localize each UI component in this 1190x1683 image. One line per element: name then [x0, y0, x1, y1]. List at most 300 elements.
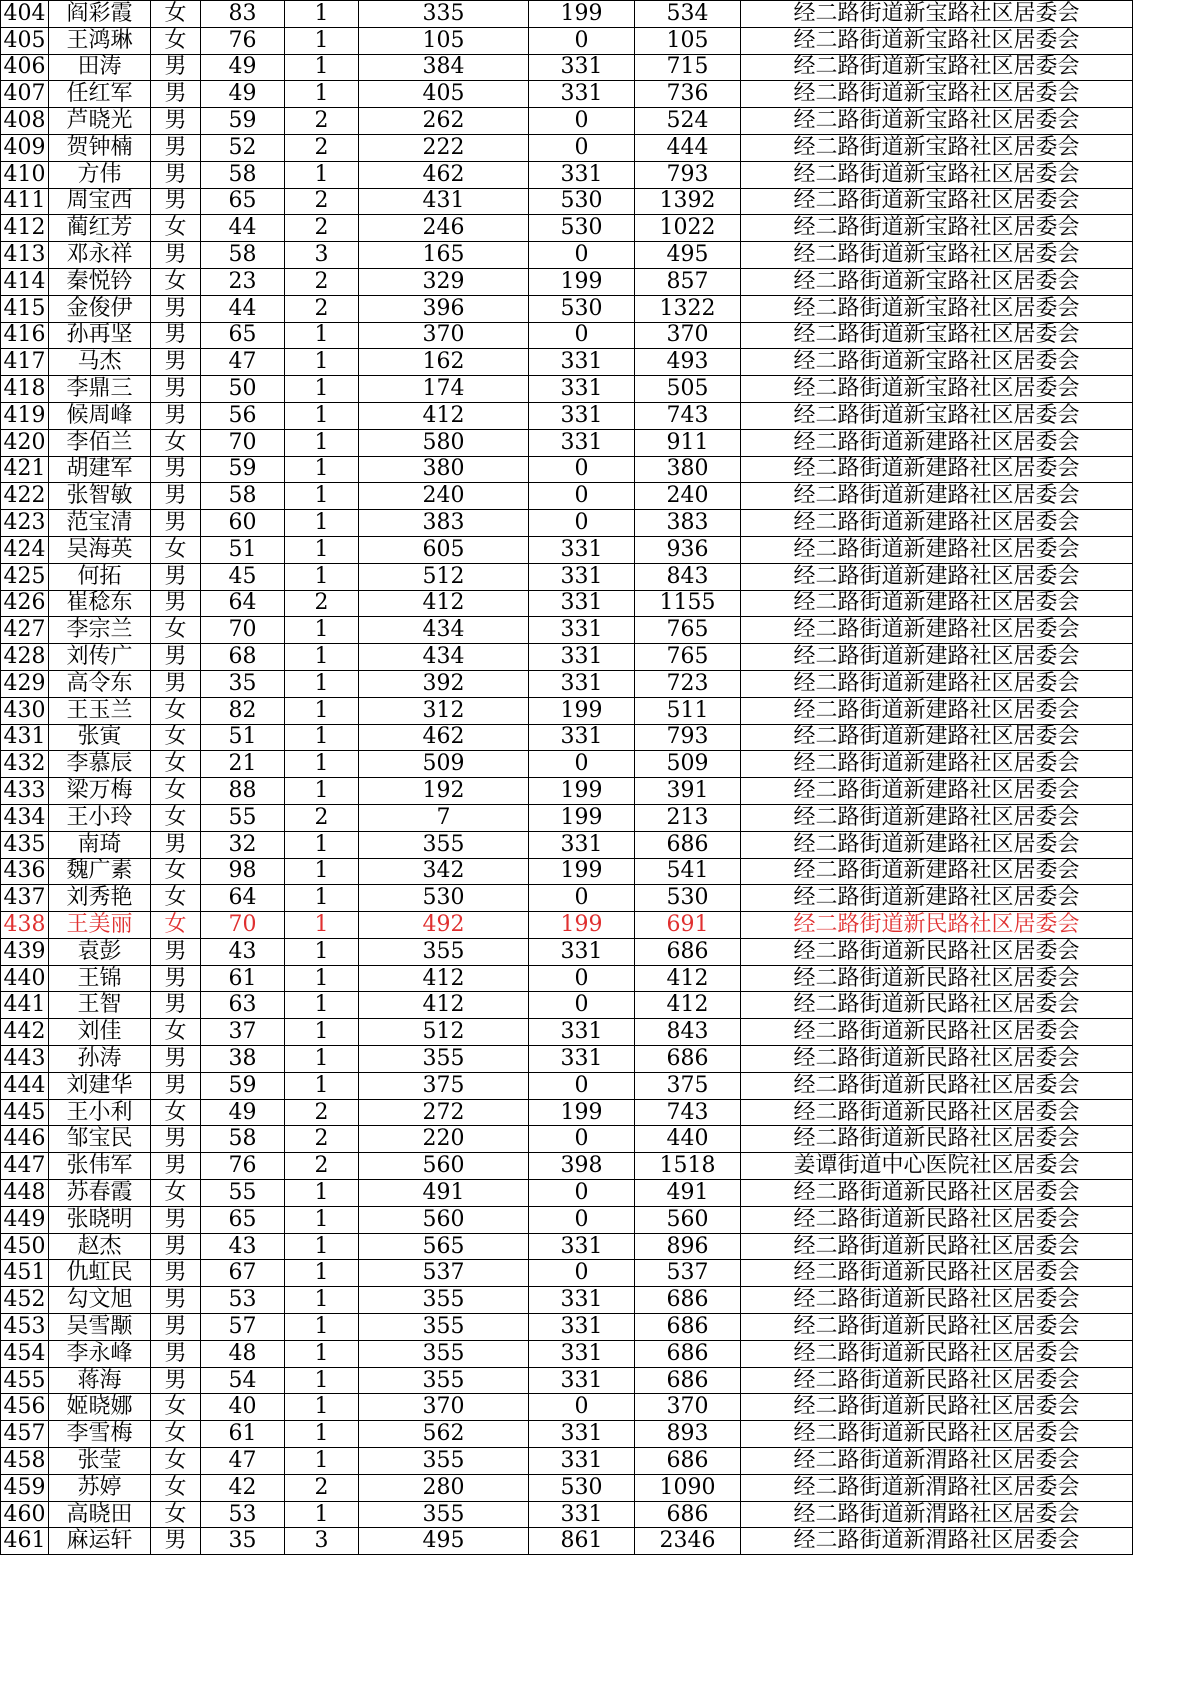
table-row: [1, 1421, 1133, 1448]
total-amount-cell: 511: [635, 697, 741, 724]
income-amount-cell: 580: [359, 429, 529, 456]
community-name-cell: 经二路街道新建路社区居委会: [741, 563, 1133, 590]
household-count-cell: 2: [285, 215, 359, 242]
total-amount-cell: 505: [635, 376, 741, 403]
community-name-cell: 经二路街道新民路社区居委会: [741, 1287, 1133, 1314]
age-cell: 44: [201, 215, 285, 242]
row-number-cell: 451: [1, 1260, 49, 1287]
household-count-cell: 1: [285, 724, 359, 751]
gender-cell: 男: [151, 510, 201, 537]
table-row: [1, 161, 1133, 188]
gender-cell: 男: [151, 831, 201, 858]
household-count-cell: 1: [285, 81, 359, 108]
subsidy-amount-cell: 331: [529, 1340, 635, 1367]
subsidy-amount-cell: 331: [529, 617, 635, 644]
income-amount-cell: 375: [359, 1072, 529, 1099]
total-amount-cell: 686: [635, 1448, 741, 1475]
total-amount-cell: 105: [635, 27, 741, 54]
community-name-cell: 经二路街道新宝路社区居委会: [741, 1, 1133, 28]
row-number-cell: 433: [1, 778, 49, 805]
subsidy-amount-cell: 530: [529, 295, 635, 322]
gender-cell: 男: [151, 1206, 201, 1233]
subsidy-amount-cell: 331: [529, 1233, 635, 1260]
total-amount-cell: 686: [635, 938, 741, 965]
community-name-cell: 经二路街道新宝路社区居委会: [741, 108, 1133, 135]
gender-cell: 女: [151, 1501, 201, 1528]
income-amount-cell: 355: [359, 1501, 529, 1528]
total-amount-cell: 391: [635, 778, 741, 805]
subsidy-amount-cell: 331: [529, 1421, 635, 1448]
total-amount-cell: 509: [635, 751, 741, 778]
row-number-cell: 417: [1, 349, 49, 376]
person-name-cell: 李雪梅: [49, 1421, 151, 1448]
subsidy-amount-cell: 331: [529, 831, 635, 858]
total-amount-cell: 534: [635, 1, 741, 28]
person-name-cell: 孙再坚: [49, 322, 151, 349]
gender-cell: 女: [151, 1180, 201, 1207]
income-amount-cell: 370: [359, 322, 529, 349]
gender-cell: 男: [151, 349, 201, 376]
row-number-cell: 404: [1, 1, 49, 28]
community-name-cell: 经二路街道新宝路社区居委会: [741, 188, 1133, 215]
person-name-cell: 芦晓光: [49, 108, 151, 135]
row-number-cell: 455: [1, 1367, 49, 1394]
income-amount-cell: 492: [359, 912, 529, 939]
subsidy-amount-cell: 0: [529, 27, 635, 54]
total-amount-cell: 857: [635, 268, 741, 295]
row-number-cell: 430: [1, 697, 49, 724]
household-count-cell: 1: [285, 456, 359, 483]
table-row: [1, 1099, 1133, 1126]
total-amount-cell: 1392: [635, 188, 741, 215]
subsidy-amount-cell: 0: [529, 322, 635, 349]
person-name-cell: 方伟: [49, 161, 151, 188]
income-amount-cell: 329: [359, 268, 529, 295]
age-cell: 50: [201, 376, 285, 403]
table-row: [1, 1394, 1133, 1421]
person-name-cell: 马杰: [49, 349, 151, 376]
total-amount-cell: 524: [635, 108, 741, 135]
age-cell: 57: [201, 1314, 285, 1341]
person-name-cell: 苏春霞: [49, 1180, 151, 1207]
age-cell: 49: [201, 1099, 285, 1126]
subsidy-amount-cell: 0: [529, 1394, 635, 1421]
income-amount-cell: 530: [359, 885, 529, 912]
household-count-cell: 2: [285, 1474, 359, 1501]
income-amount-cell: 174: [359, 376, 529, 403]
row-number-cell: 443: [1, 1046, 49, 1073]
gender-cell: 男: [151, 1260, 201, 1287]
table-row: [1, 885, 1133, 912]
income-amount-cell: 312: [359, 697, 529, 724]
row-number-cell: 420: [1, 429, 49, 456]
age-cell: 23: [201, 268, 285, 295]
community-name-cell: 经二路街道新民路社区居委会: [741, 1180, 1133, 1207]
row-number-cell: 407: [1, 81, 49, 108]
age-cell: 83: [201, 1, 285, 28]
person-name-cell: 张寅: [49, 724, 151, 751]
row-number-cell: 432: [1, 751, 49, 778]
gender-cell: 男: [151, 242, 201, 269]
income-amount-cell: 512: [359, 563, 529, 590]
subsidy-amount-cell: 331: [529, 590, 635, 617]
age-cell: 58: [201, 242, 285, 269]
community-name-cell: 经二路街道新民路社区居委会: [741, 1367, 1133, 1394]
total-amount-cell: 793: [635, 161, 741, 188]
gender-cell: 男: [151, 54, 201, 81]
community-name-cell: 经二路街道新建路社区居委会: [741, 697, 1133, 724]
person-name-cell: 邹宝民: [49, 1126, 151, 1153]
table-row: [1, 134, 1133, 161]
income-amount-cell: 509: [359, 751, 529, 778]
community-name-cell: 姜谭街道中心医院社区居委会: [741, 1153, 1133, 1180]
community-name-cell: 经二路街道新宝路社区居委会: [741, 134, 1133, 161]
row-number-cell: 444: [1, 1072, 49, 1099]
income-amount-cell: 222: [359, 134, 529, 161]
gender-cell: 女: [151, 617, 201, 644]
total-amount-cell: 843: [635, 1019, 741, 1046]
household-count-cell: 1: [285, 1501, 359, 1528]
person-name-cell: 勾文旭: [49, 1287, 151, 1314]
subsidy-amount-cell: 398: [529, 1153, 635, 1180]
community-name-cell: 经二路街道新建路社区居委会: [741, 617, 1133, 644]
total-amount-cell: 380: [635, 456, 741, 483]
community-name-cell: 经二路街道新渭路社区居委会: [741, 1448, 1133, 1475]
household-count-cell: 2: [285, 188, 359, 215]
person-name-cell: 田涛: [49, 54, 151, 81]
total-amount-cell: 495: [635, 242, 741, 269]
community-name-cell: 经二路街道新建路社区居委会: [741, 885, 1133, 912]
subsidy-amount-cell: 0: [529, 1260, 635, 1287]
income-amount-cell: 355: [359, 1367, 529, 1394]
age-cell: 64: [201, 590, 285, 617]
total-amount-cell: 370: [635, 322, 741, 349]
total-amount-cell: 686: [635, 1501, 741, 1528]
subsidy-amount-cell: 199: [529, 804, 635, 831]
income-amount-cell: 392: [359, 670, 529, 697]
household-count-cell: 1: [285, 885, 359, 912]
person-name-cell: 张晓明: [49, 1206, 151, 1233]
household-count-cell: 1: [285, 778, 359, 805]
gender-cell: 男: [151, 1340, 201, 1367]
person-name-cell: 何拓: [49, 563, 151, 590]
age-cell: 48: [201, 1340, 285, 1367]
row-number-cell: 428: [1, 644, 49, 671]
household-count-cell: 1: [285, 858, 359, 885]
age-cell: 65: [201, 188, 285, 215]
row-number-cell: 429: [1, 670, 49, 697]
income-amount-cell: 562: [359, 1421, 529, 1448]
gender-cell: 男: [151, 1072, 201, 1099]
total-amount-cell: 412: [635, 965, 741, 992]
income-amount-cell: 355: [359, 831, 529, 858]
income-amount-cell: 412: [359, 992, 529, 1019]
gender-cell: 男: [151, 1367, 201, 1394]
table-row: [1, 563, 1133, 590]
age-cell: 70: [201, 617, 285, 644]
community-name-cell: 经二路街道新宝路社区居委会: [741, 268, 1133, 295]
age-cell: 65: [201, 322, 285, 349]
household-count-cell: 2: [285, 1126, 359, 1153]
household-count-cell: 3: [285, 242, 359, 269]
row-number-cell: 456: [1, 1394, 49, 1421]
age-cell: 56: [201, 402, 285, 429]
income-amount-cell: 565: [359, 1233, 529, 1260]
person-name-cell: 王美丽: [49, 912, 151, 939]
income-amount-cell: 280: [359, 1474, 529, 1501]
income-amount-cell: 380: [359, 456, 529, 483]
community-name-cell: 经二路街道新建路社区居委会: [741, 510, 1133, 537]
age-cell: 40: [201, 1394, 285, 1421]
age-cell: 49: [201, 81, 285, 108]
community-name-cell: 经二路街道新民路社区居委会: [741, 1421, 1133, 1448]
gender-cell: 男: [151, 992, 201, 1019]
community-name-cell: 经二路街道新建路社区居委会: [741, 429, 1133, 456]
total-amount-cell: 765: [635, 644, 741, 671]
row-number-cell: 415: [1, 295, 49, 322]
person-name-cell: 贺钟楠: [49, 134, 151, 161]
subsidy-amount-cell: 530: [529, 215, 635, 242]
table-row: [1, 778, 1133, 805]
table-row: [1, 1180, 1133, 1207]
row-number-cell: 458: [1, 1448, 49, 1475]
income-amount-cell: 495: [359, 1528, 529, 1555]
gender-cell: 男: [151, 965, 201, 992]
income-amount-cell: 370: [359, 1394, 529, 1421]
total-amount-cell: 743: [635, 1099, 741, 1126]
age-cell: 38: [201, 1046, 285, 1073]
total-amount-cell: 736: [635, 81, 741, 108]
person-name-cell: 阎彩霞: [49, 1, 151, 28]
person-name-cell: 麻运轩: [49, 1528, 151, 1555]
subsidy-amount-cell: 331: [529, 1367, 635, 1394]
table-row: [1, 1314, 1133, 1341]
income-amount-cell: 355: [359, 1448, 529, 1475]
total-amount-cell: 491: [635, 1180, 741, 1207]
person-name-cell: 李宗兰: [49, 617, 151, 644]
gender-cell: 男: [151, 590, 201, 617]
subsidy-amount-cell: 331: [529, 429, 635, 456]
age-cell: 59: [201, 108, 285, 135]
table-row: [1, 965, 1133, 992]
subsidy-amount-cell: 331: [529, 536, 635, 563]
age-cell: 82: [201, 697, 285, 724]
age-cell: 21: [201, 751, 285, 778]
gender-cell: 男: [151, 108, 201, 135]
gender-cell: 男: [151, 134, 201, 161]
table-row: [1, 992, 1133, 1019]
total-amount-cell: 493: [635, 349, 741, 376]
subsidy-amount-cell: 530: [529, 188, 635, 215]
table-row: [1, 1153, 1133, 1180]
household-count-cell: 1: [285, 429, 359, 456]
income-amount-cell: 355: [359, 938, 529, 965]
subsidy-amount-cell: 331: [529, 563, 635, 590]
household-count-cell: 1: [285, 536, 359, 563]
total-amount-cell: 1022: [635, 215, 741, 242]
income-amount-cell: 246: [359, 215, 529, 242]
row-number-cell: 445: [1, 1099, 49, 1126]
community-name-cell: 经二路街道新建路社区居委会: [741, 590, 1133, 617]
age-cell: 44: [201, 295, 285, 322]
subsidy-amount-cell: 199: [529, 697, 635, 724]
person-name-cell: 蔺红芳: [49, 215, 151, 242]
gender-cell: 女: [151, 751, 201, 778]
total-amount-cell: 723: [635, 670, 741, 697]
person-name-cell: 王鸿琳: [49, 27, 151, 54]
table-row: [1, 1501, 1133, 1528]
income-amount-cell: 512: [359, 1019, 529, 1046]
table-row: [1, 724, 1133, 751]
total-amount-cell: 686: [635, 1340, 741, 1367]
age-cell: 59: [201, 456, 285, 483]
income-amount-cell: 355: [359, 1314, 529, 1341]
income-amount-cell: 462: [359, 724, 529, 751]
community-name-cell: 经二路街道新民路社区居委会: [741, 1072, 1133, 1099]
gender-cell: 男: [151, 483, 201, 510]
row-number-cell: 419: [1, 402, 49, 429]
total-amount-cell: 843: [635, 563, 741, 590]
age-cell: 98: [201, 858, 285, 885]
community-name-cell: 经二路街道新民路社区居委会: [741, 1019, 1133, 1046]
household-count-cell: 2: [285, 590, 359, 617]
subsidy-amount-cell: 331: [529, 161, 635, 188]
row-number-cell: 437: [1, 885, 49, 912]
row-number-cell: 422: [1, 483, 49, 510]
income-amount-cell: 462: [359, 161, 529, 188]
subsidy-amount-cell: 331: [529, 724, 635, 751]
table-row: [1, 804, 1133, 831]
community-name-cell: 经二路街道新建路社区居委会: [741, 670, 1133, 697]
household-count-cell: 2: [285, 134, 359, 161]
person-name-cell: 刘建华: [49, 1072, 151, 1099]
subsidy-amount-cell: 331: [529, 81, 635, 108]
income-amount-cell: 335: [359, 1, 529, 28]
gender-cell: 男: [151, 161, 201, 188]
table-row: [1, 697, 1133, 724]
row-number-cell: 447: [1, 1153, 49, 1180]
table-row: [1, 938, 1133, 965]
gender-cell: 女: [151, 1019, 201, 1046]
household-count-cell: 1: [285, 1287, 359, 1314]
row-number-cell: 460: [1, 1501, 49, 1528]
gender-cell: 男: [151, 322, 201, 349]
row-number-cell: 434: [1, 804, 49, 831]
subsidy-amount-cell: 199: [529, 912, 635, 939]
row-number-cell: 453: [1, 1314, 49, 1341]
gender-cell: 女: [151, 27, 201, 54]
person-name-cell: 候周峰: [49, 402, 151, 429]
community-name-cell: 经二路街道新民路社区居委会: [741, 1394, 1133, 1421]
person-name-cell: 王玉兰: [49, 697, 151, 724]
total-amount-cell: 560: [635, 1206, 741, 1233]
row-number-cell: 448: [1, 1180, 49, 1207]
income-amount-cell: 605: [359, 536, 529, 563]
gender-cell: 女: [151, 885, 201, 912]
community-name-cell: 经二路街道新宝路社区居委会: [741, 215, 1133, 242]
row-number-cell: 409: [1, 134, 49, 161]
person-name-cell: 仇虹民: [49, 1260, 151, 1287]
table-row: [1, 536, 1133, 563]
community-name-cell: 经二路街道新民路社区居委会: [741, 1260, 1133, 1287]
person-name-cell: 李佰兰: [49, 429, 151, 456]
person-name-cell: 张智敏: [49, 483, 151, 510]
subsidy-amount-cell: 331: [529, 1287, 635, 1314]
row-number-cell: 435: [1, 831, 49, 858]
table-row: [1, 1260, 1133, 1287]
income-amount-cell: 272: [359, 1099, 529, 1126]
gender-cell: 男: [151, 1314, 201, 1341]
subsidy-amount-cell: 199: [529, 268, 635, 295]
gender-cell: 男: [151, 1233, 201, 1260]
subsidy-amount-cell: 0: [529, 510, 635, 537]
gender-cell: 女: [151, 778, 201, 805]
row-number-cell: 438: [1, 912, 49, 939]
total-amount-cell: 686: [635, 1314, 741, 1341]
community-name-cell: 经二路街道新建路社区居委会: [741, 536, 1133, 563]
gender-cell: 女: [151, 1474, 201, 1501]
household-count-cell: 1: [285, 644, 359, 671]
person-name-cell: 王智: [49, 992, 151, 1019]
income-amount-cell: 355: [359, 1046, 529, 1073]
community-name-cell: 经二路街道新建路社区居委会: [741, 778, 1133, 805]
subsidy-amount-cell: 199: [529, 858, 635, 885]
age-cell: 51: [201, 724, 285, 751]
community-name-cell: 经二路街道新建路社区居委会: [741, 804, 1133, 831]
income-amount-cell: 396: [359, 295, 529, 322]
household-count-cell: 2: [285, 295, 359, 322]
subsidy-amount-cell: 199: [529, 1, 635, 28]
subsidy-amount-cell: 0: [529, 483, 635, 510]
person-name-cell: 王锦: [49, 965, 151, 992]
gender-cell: 男: [151, 456, 201, 483]
household-count-cell: 1: [285, 483, 359, 510]
income-amount-cell: 405: [359, 81, 529, 108]
gender-cell: 男: [151, 938, 201, 965]
household-count-cell: 1: [285, 617, 359, 644]
community-name-cell: 经二路街道新民路社区居委会: [741, 992, 1133, 1019]
household-count-cell: 1: [285, 1448, 359, 1475]
table-row: [1, 188, 1133, 215]
community-name-cell: 经二路街道新宝路社区居委会: [741, 322, 1133, 349]
person-name-cell: 邓永祥: [49, 242, 151, 269]
row-number-cell: 436: [1, 858, 49, 885]
row-number-cell: 410: [1, 161, 49, 188]
household-count-cell: 1: [285, 1072, 359, 1099]
person-name-cell: 范宝清: [49, 510, 151, 537]
subsidy-amount-cell: 0: [529, 1180, 635, 1207]
subsidy-amount-cell: 0: [529, 1072, 635, 1099]
row-number-cell: 413: [1, 242, 49, 269]
community-name-cell: 经二路街道新民路社区居委会: [741, 912, 1133, 939]
age-cell: 70: [201, 429, 285, 456]
table-row: [1, 644, 1133, 671]
household-count-cell: 1: [285, 402, 359, 429]
table-row: [1, 268, 1133, 295]
gender-cell: 男: [151, 1046, 201, 1073]
community-name-cell: 经二路街道新民路社区居委会: [741, 1099, 1133, 1126]
income-amount-cell: 560: [359, 1206, 529, 1233]
subsidy-amount-cell: 331: [529, 402, 635, 429]
person-name-cell: 高晓田: [49, 1501, 151, 1528]
age-cell: 65: [201, 1206, 285, 1233]
community-name-cell: 经二路街道新建路社区居委会: [741, 751, 1133, 778]
gender-cell: 男: [151, 1287, 201, 1314]
income-amount-cell: 262: [359, 108, 529, 135]
income-amount-cell: 412: [359, 402, 529, 429]
community-name-cell: 经二路街道新民路社区居委会: [741, 938, 1133, 965]
table-row: [1, 1126, 1133, 1153]
